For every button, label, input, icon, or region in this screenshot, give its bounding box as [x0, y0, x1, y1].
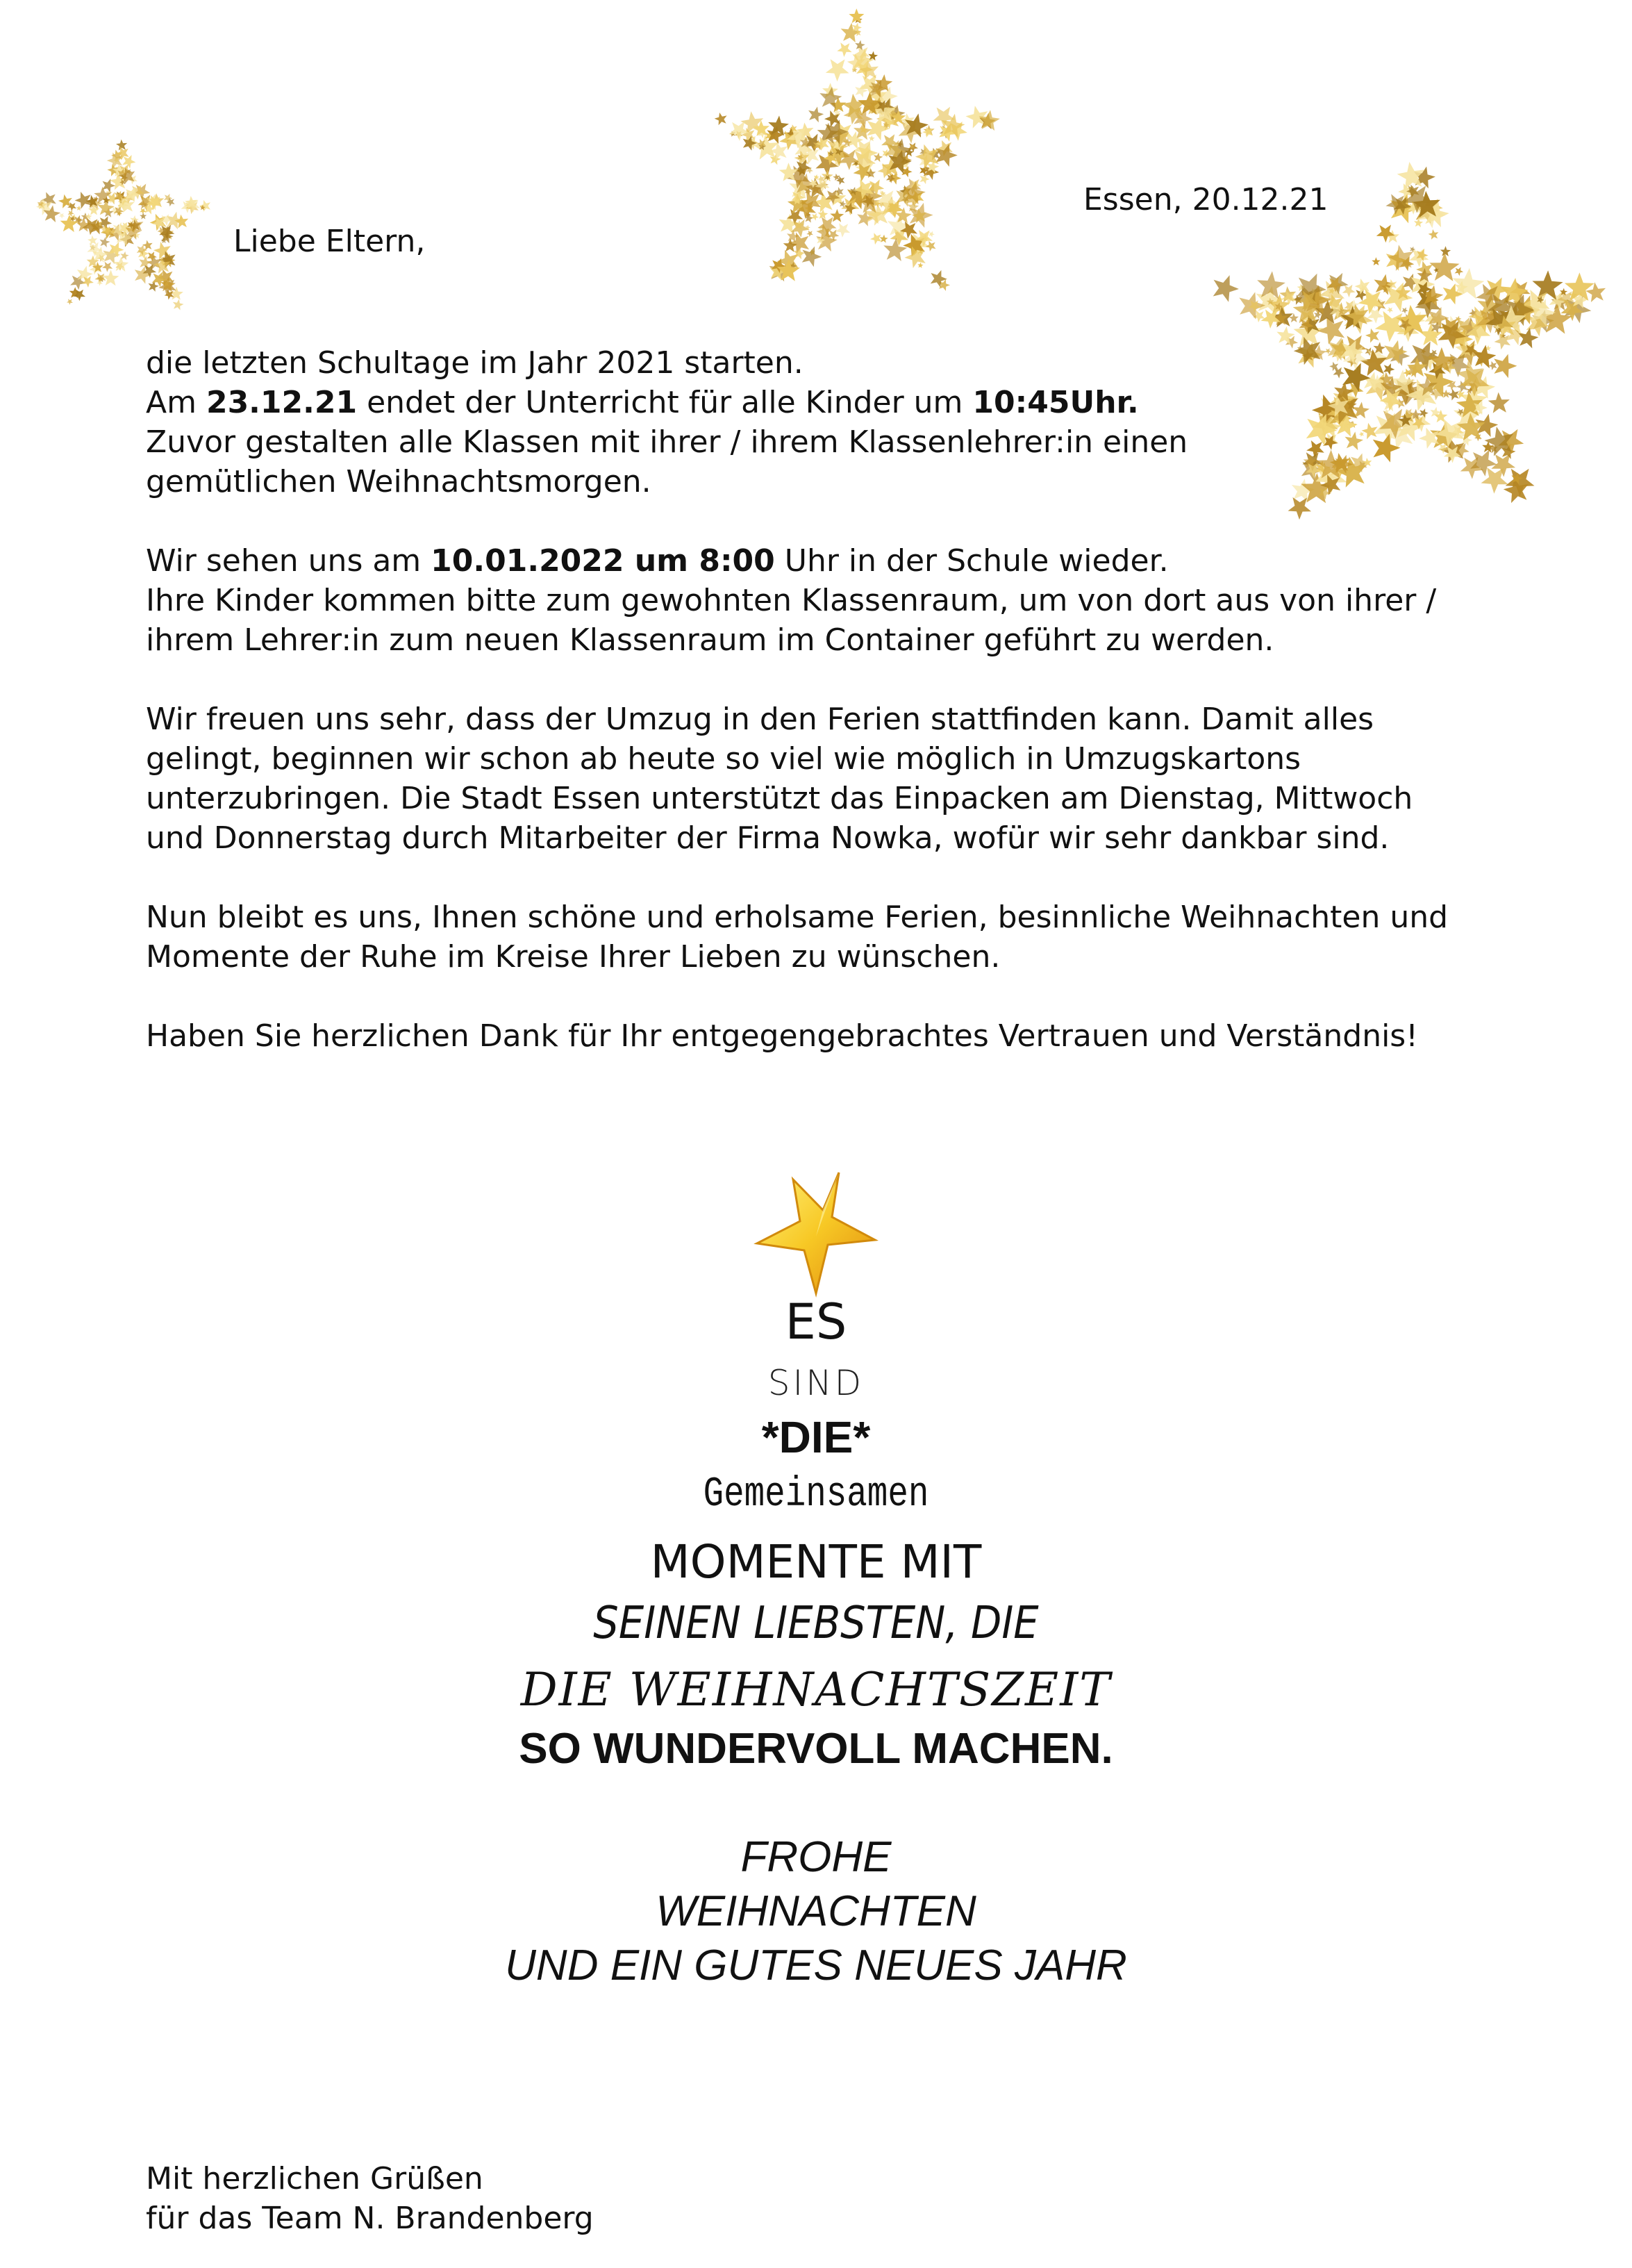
wish-line-3: UND EIN GUTES NEUES JAHR: [505, 1942, 1127, 1989]
wish-line-2: WEIHNACHTEN: [656, 1887, 976, 1935]
p3-line-2: gelingt, beginnen wir schon ab heute so viel wie möglich in Umzugskartons: [146, 741, 1301, 777]
p1-line-4: gemütlichen Weihnachtsmorgen.: [146, 464, 651, 499]
paragraph-2: [146, 541, 1500, 660]
p1-line-2a: Am: [146, 385, 206, 420]
closing-line-2: für das Team N. Brandenberg: [146, 2201, 594, 2236]
p1-line-1: die letzten Schultage im Jahr 2021 starten.: [146, 345, 803, 381]
poem-line-6: SEINEN LIEBSTEN, DIE: [593, 1598, 1039, 1649]
closing: [146, 2159, 594, 2238]
p3-line-3: unterzubringen. Die Stadt Essen unterstützt das Einpacken am Dienstag, Mittwoch: [146, 781, 1413, 816]
paragraph-1: [146, 343, 1500, 502]
poem-line-7: DIE WEIHNACHTSZEIT: [520, 1663, 1112, 1716]
greeting: Liebe Eltern,: [233, 224, 426, 259]
poem-line-5: MOMENTE MIT: [650, 1535, 982, 1589]
last-school-day: 23.12.21: [206, 385, 358, 420]
small-gold-star-left: [21, 125, 229, 320]
gold-star-top-center: [694, 0, 1021, 306]
p3-line-4: und Donnerstag durch Mitarbeiter der Firma Nowka, wofür wir sehr dankbar sind.: [146, 820, 1390, 856]
p4-line-1: Nun bleibt es uns, Ihnen schöne und erholsame Ferien, besinnliche Weihnachten und: [146, 900, 1449, 935]
wish-line-1: FROHE: [740, 1833, 892, 1881]
paragraph-4: [146, 897, 1500, 977]
poem-line-1: ES: [785, 1293, 847, 1350]
paragraph-5: Haben Sie herzlichen Dank für Ihr entgegengebrachtes Vertrauen und Verständnis!: [146, 1018, 1418, 1054]
paragraph-3: [146, 700, 1500, 858]
closing-line-1: Mit herzlichen Grüßen: [146, 2161, 483, 2196]
p2-line-1a: Wir sehen uns am: [146, 543, 431, 579]
end-time: 10:45Uhr.: [972, 385, 1139, 420]
p2-line-3: ihrem Lehrer:in zum neuen Klassenraum im Container geführt zu werden.: [146, 622, 1274, 658]
p4-line-2: Momente der Ruhe im Kreise Ihrer Lieben zu wünschen.: [146, 939, 1001, 975]
p2-line-1b: Uhr in der Schule wieder.: [774, 543, 1169, 579]
restart-date: 10.01.2022 um 8:00: [431, 543, 775, 579]
p2-line-2: Ihre Kinder kommen bitte zum gewohnten Klassenraum, um von dort aus von ihrer /: [146, 583, 1437, 618]
poem-line-2: SIND: [767, 1363, 865, 1403]
poem-line-3: *DIE*: [761, 1412, 871, 1462]
letter-body: [146, 343, 1500, 1095]
p1-line-2b: endet der Unterricht für alle Kinder um: [357, 385, 973, 420]
yellow-star-icon: [750, 1167, 882, 1299]
p3-line-1: Wir freuen uns sehr, dass der Umzug in den Ferien stattfinden kann. Damit alles: [146, 702, 1374, 737]
poem-line-8: SO WUNDERVOLL MACHEN.: [519, 1725, 1113, 1773]
poem-line-4: Gemeinsamen: [703, 1471, 929, 1518]
p1-line-3: Zuvor gestalten alle Klassen mit ihrer / ihrem Klassenlehrer:in einen: [146, 424, 1188, 460]
place-date: Essen, 20.12.21: [1083, 182, 1329, 217]
